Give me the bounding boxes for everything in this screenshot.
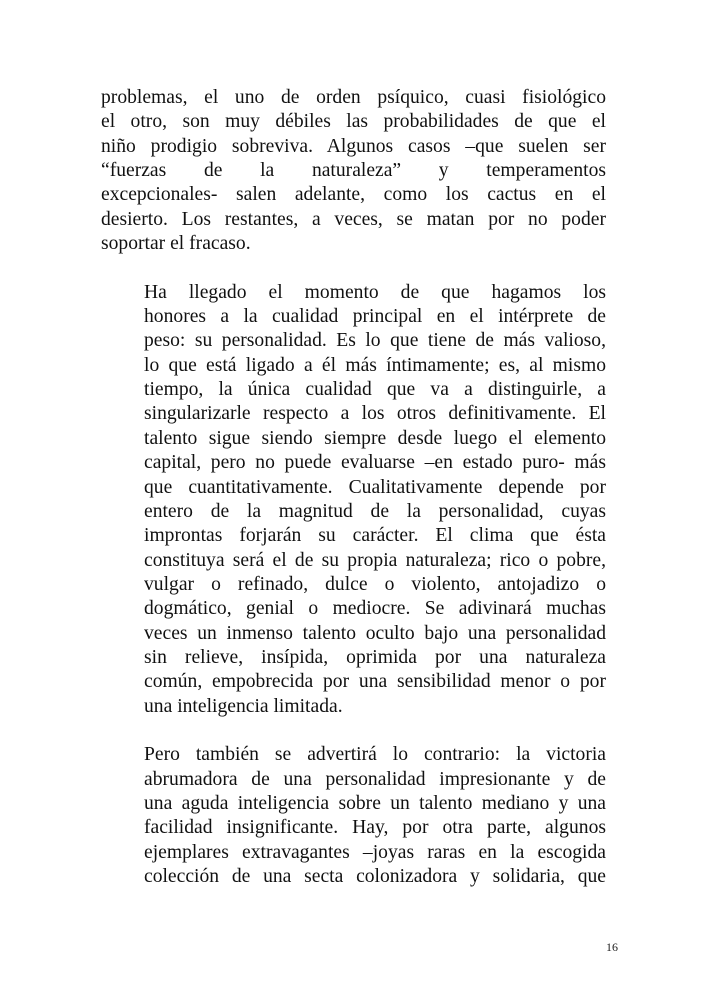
text-line: sin relieve, insípida, oprimida por una naturaleza (144, 646, 606, 668)
text-line: honores a la cualidad principal en el intérprete de (144, 306, 606, 328)
text-line: entero de la magnitud de la personalidad, cuyas (144, 500, 606, 522)
text-line: tiempo, la única cualidad que va a distinguirle, a (144, 379, 606, 401)
page-body (101, 86, 606, 914)
text-line: Ha llegado el momento de que hagamos los (144, 281, 606, 303)
text-line: talento sigue siendo siempre desde luego el elemento (144, 427, 606, 449)
text-line: desierto. Los restantes, a veces, se matan por no poder (101, 208, 606, 230)
text-line: veces un inmenso talento oculto bajo una personalidad (144, 622, 606, 644)
text-line: “fuerzas de la naturaleza” y temperamentos (101, 160, 606, 182)
text-line: vulgar o refinado, dulce o violento, antojadizo o (144, 573, 606, 595)
text-line: una aguda inteligencia sobre un talento mediano y una (144, 792, 606, 814)
text-line: problemas, el uno de orden psíquico, cuasi fisiológico (101, 87, 606, 108)
text-line: común, empobrecida por una sensibilidad menor o por (144, 671, 606, 693)
text-line: facilidad insignificante. Hay, por otra parte, algunos (144, 817, 606, 839)
text-line: singularizarle respecto a los otros definitivamente. El (144, 403, 606, 425)
text-line: capital, pero no puede evaluarse –en estado puro- más (144, 452, 606, 474)
text-line: constituya será el de su propia naturaleza; rico o pobre, (144, 549, 606, 571)
text-line: peso: su personalidad. Es lo que tiene de más valioso, (144, 330, 606, 352)
text-line: Pero también se advertirá lo contrario: la victoria (144, 744, 606, 766)
paragraph (101, 86, 606, 256)
text-line: excepcionales- salen adelante, como los cactus en el (101, 184, 606, 206)
page-number: 16 (606, 940, 618, 954)
text-line: abrumadora de una personalidad impresionante y de (144, 768, 606, 790)
text-line: improntas forjarán su carácter. El clima que ésta (144, 525, 606, 547)
text-line: dogmático, genial o mediocre. Se adivinará muchas (144, 598, 606, 620)
text-line: colección de una secta colonizadora y solidaria, que (144, 866, 606, 887)
paragraph (101, 743, 606, 889)
text-line: una inteligencia limitada. (144, 695, 343, 717)
text-line: ejemplares extravagantes –joyas raras en la escogida (144, 841, 606, 863)
text-line: soportar el fracaso. (101, 233, 251, 255)
text-line: niño prodigio sobreviva. Algunos casos –que suelen ser (101, 135, 606, 157)
text-line: lo que está ligado a él más íntimamente; es, al mismo (144, 354, 606, 376)
text-line: el otro, son muy débiles las probabilidades de que el (101, 111, 606, 133)
paragraph (101, 281, 606, 719)
text-line: que cuantitativamente. Cualitativamente depende por (144, 476, 606, 498)
